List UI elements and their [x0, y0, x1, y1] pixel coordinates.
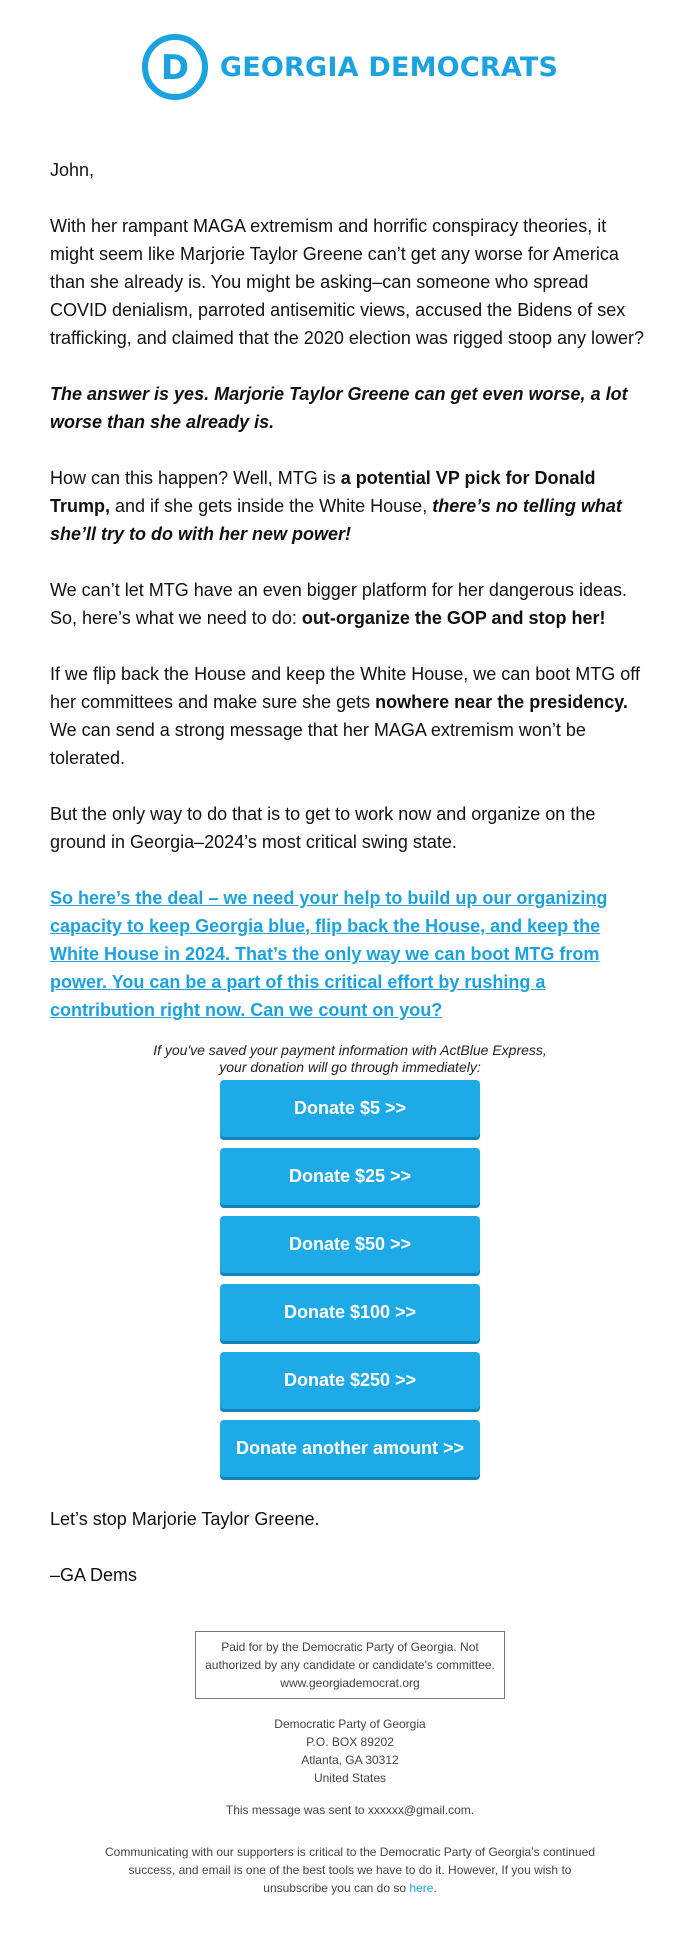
paid-for-disclaimer: Paid for by the Democratic Party of Georgia. Not authorized by any candidate or candidate's committee. www.georgiademocrat.org: [195, 1631, 505, 1699]
paragraph-swing-state: But the only way to do that is to get to work now and organize on the ground in Georgia–2024’s most critical swing state.: [50, 804, 596, 852]
logo-text: GEORGIA DEMOCRATS: [219, 51, 559, 83]
greeting: John,: [50, 160, 95, 180]
donate-other-amount-button[interactable]: Donate another amount >>: [220, 1420, 480, 1477]
donate-250-button[interactable]: Donate $250 >>: [220, 1352, 480, 1409]
donate-50-button[interactable]: Donate $50 >>: [220, 1216, 480, 1273]
paragraph-vp-pick: How can this happen? Well, MTG is a potential VP pick for Donald Trump, and if she gets inside the White House, there’s no telling what she’ll try to do with her new power!: [50, 468, 622, 544]
democrats-d-logo-icon: [142, 34, 208, 100]
donate-buttons: [0, 1080, 700, 1477]
actblue-express-note: If you've saved your payment information with ActBlue Express, your donation will go through immediately:: [153, 1042, 547, 1075]
donate-25-button[interactable]: Donate $25 >>: [220, 1148, 480, 1205]
closing-line: Let’s stop Marjorie Taylor Greene.: [50, 1509, 320, 1529]
paragraph-answer: The answer is yes. Marjorie Taylor Greene can get even worse, a lot worse than she already is.: [50, 384, 628, 432]
donate-100-button[interactable]: Donate $100 >>: [220, 1284, 480, 1341]
paragraph-flip-house: If we flip back the House and keep the White House, we can boot MTG off her committees and make sure she gets nowhere near the presidency. We can send a strong message that her MAGA extremism won’t be tolerated.: [50, 664, 640, 768]
cta-contribution-link[interactable]: So here’s the deal – we need your help to build up our organizing capacity to keep Georgia blue, flip back the House, and keep the White House in 2024. That’s the only way we can boot MTG from power. You can be a part of this critical effort by rushing a contribution right now. Can we count on you?: [50, 888, 608, 1020]
unsubscribe-link[interactable]: here: [409, 1881, 434, 1895]
donate-5-button[interactable]: Donate $5 >>: [220, 1080, 480, 1137]
website-link[interactable]: www.georgiademocrat.org: [280, 1676, 420, 1690]
georgia-democrats-logo[interactable]: [142, 34, 558, 100]
mailing-address: Democratic Party of Georgia P.O. BOX 89202 Atlanta, GA 30312 United States: [274, 1717, 426, 1785]
paragraph-intro: With her rampant MAGA extremism and horrific conspiracy theories, it might seem like Marjorie Taylor Greene can’t get any worse for America than she already is. You might be asking–can someone who spread COVID denialism, parroted antisemitic views, accused the Bidens of sex trafficking, and claimed that the 2020 election was rigged stoop any lower?: [50, 216, 645, 348]
logo-letter: D: [160, 48, 190, 88]
paragraph-platform: We can’t let MTG have an even bigger platform for her dangerous ideas. So, here’s what we need to do: out-organize the GOP and stop her!: [50, 580, 627, 628]
unsubscribe-notice: Communicating with our supporters is critical to the Democratic Party of Georgia’s continued success, and email is one of the best tools we have to do it. However, If you wish to unsubscribe you can do so here.: [105, 1845, 595, 1895]
closing: [0, 1505, 700, 1589]
signoff: –GA Dems: [50, 1565, 138, 1585]
email-body: [0, 120, 700, 1024]
sent-to-notice: This message was sent to xxxxxx@gmail.com.: [225, 1803, 475, 1817]
email-header: [0, 0, 700, 120]
email-footer: [0, 1631, 700, 1897]
